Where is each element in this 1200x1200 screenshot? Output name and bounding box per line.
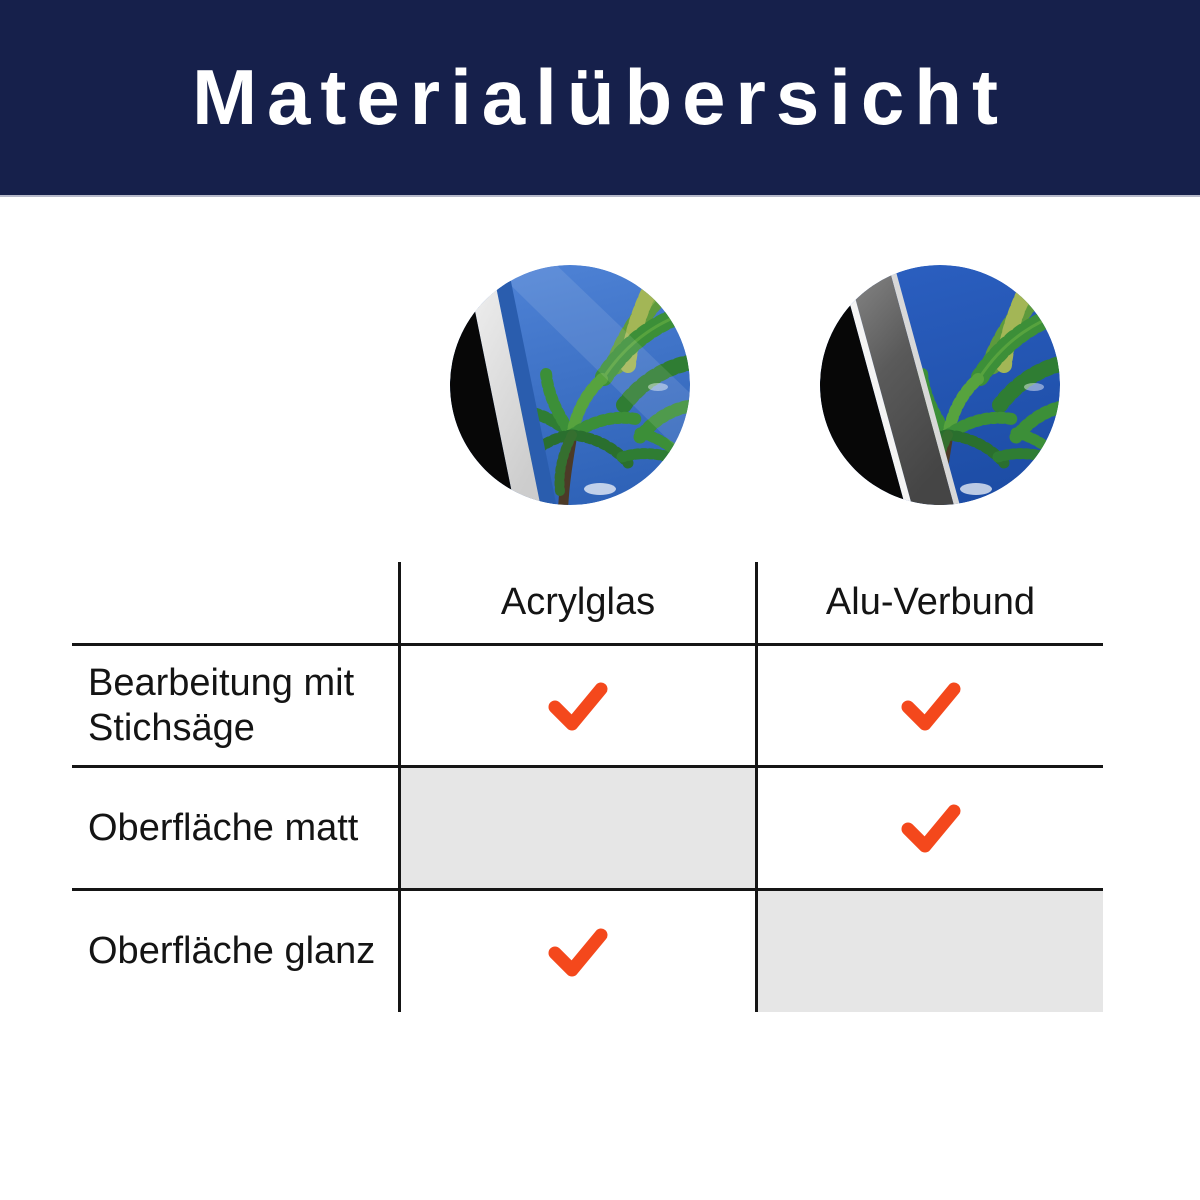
column-header-alu-verbund: Alu-Verbund	[755, 562, 1103, 643]
check-icon	[898, 679, 964, 733]
header-banner	[0, 0, 1200, 197]
table-corner-cell	[72, 562, 398, 643]
cell-alu-verbund-glanz	[755, 888, 1103, 1012]
acrylglas-edge-photo	[450, 265, 690, 505]
check-icon	[545, 679, 611, 733]
alu-verbund-sample-image	[820, 265, 1060, 505]
page-title: Materialübersicht	[192, 53, 1008, 141]
alu-verbund-edge-photo	[820, 265, 1060, 505]
cell-alu-verbund-stichsaege	[755, 643, 1103, 765]
acrylglas-sample-image	[450, 265, 690, 505]
row-label-stichsaege: Bearbeitung mit Stichsäge	[72, 643, 398, 765]
cell-acrylglas-stichsaege	[398, 643, 755, 765]
material-comparison-table	[72, 562, 1103, 1012]
row-label-oberflaeche-matt: Oberfläche matt	[72, 765, 398, 888]
column-header-acrylglas: Acrylglas	[398, 562, 755, 643]
cell-acrylglas-glanz	[398, 888, 755, 1012]
cell-alu-verbund-matt	[755, 765, 1103, 888]
cell-acrylglas-matt	[398, 765, 755, 888]
check-icon	[545, 925, 611, 979]
row-label-oberflaeche-glanz: Oberfläche glanz	[72, 888, 398, 1012]
check-icon	[898, 801, 964, 855]
